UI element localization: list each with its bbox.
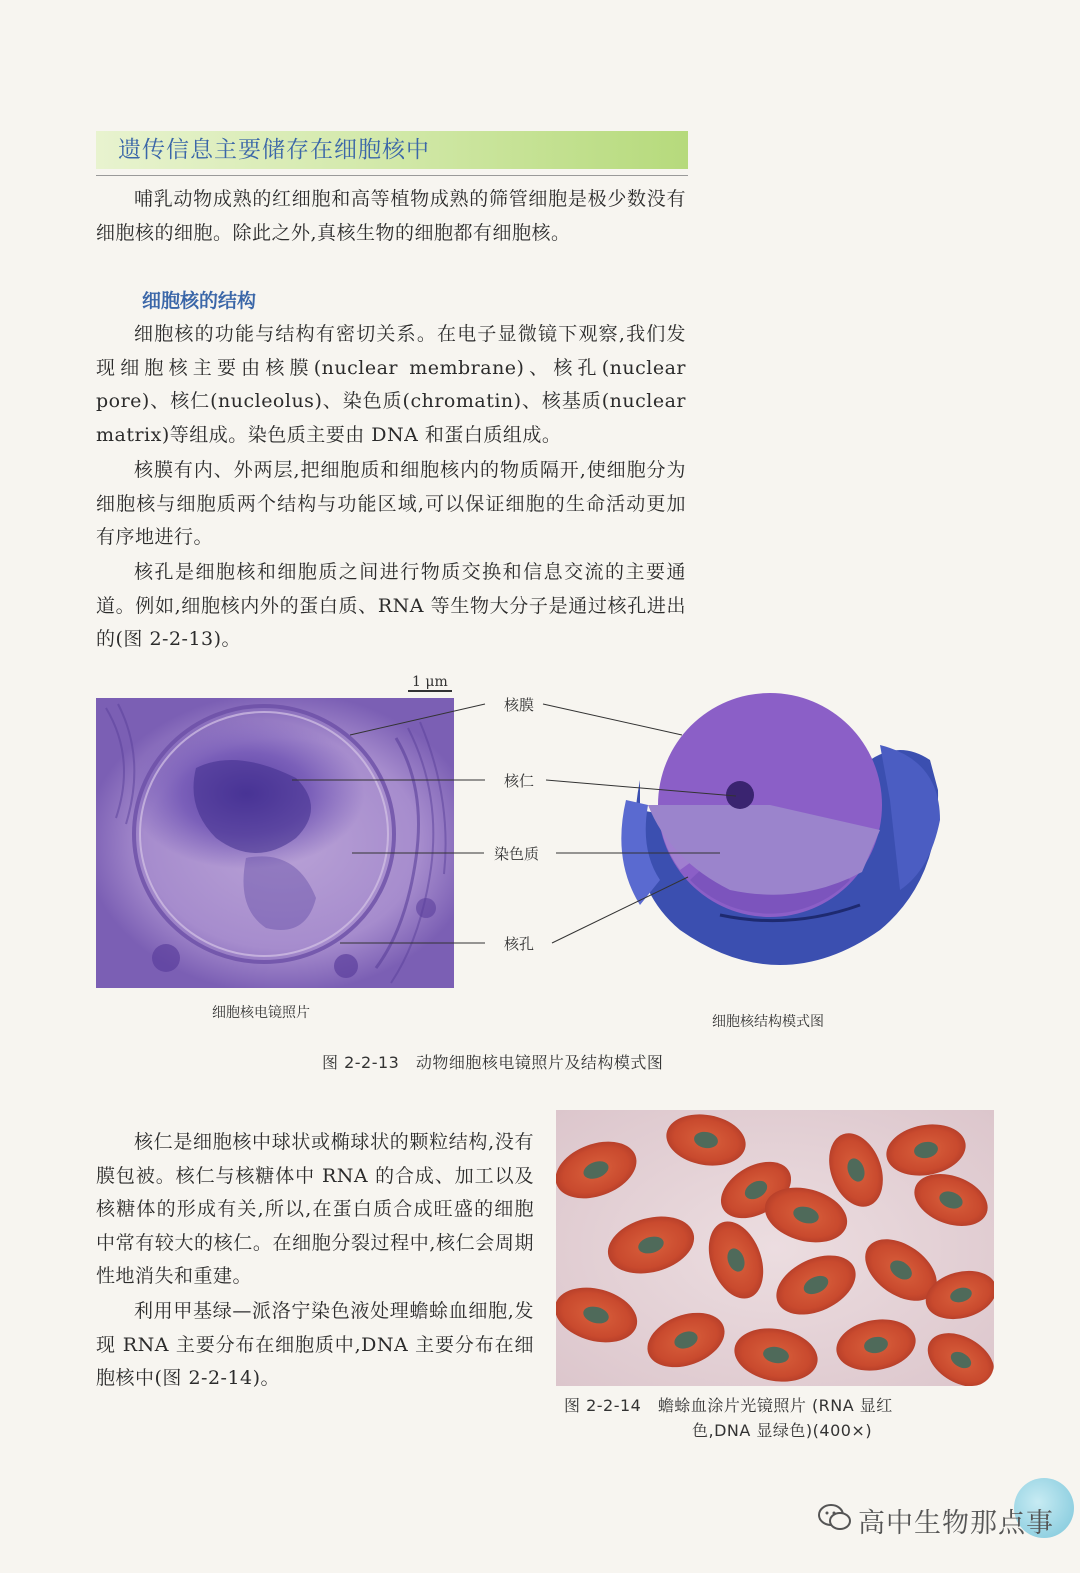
leader-line-membrane-right xyxy=(543,704,682,735)
paragraph-1: 哺乳动物成熟的红细胞和高等植物成熟的筛管细胞是极少数没有细胞核的细胞。除此之外,真核生物的细胞都有细胞核。 xyxy=(96,188,686,244)
label-nucleolus: 核仁 xyxy=(504,772,535,790)
scale-bar-label: 1 μm xyxy=(412,674,448,690)
paragraph-3: 核膜有内、外两层,把细胞质和细胞核内的物质隔开,使细胞分为细胞核与细胞质两个结构与功能区域,可以保证细胞的生命活动更加有序地进行。 xyxy=(96,459,686,549)
figure-13-caption: 图 2-2-13 动物细胞核电镜照片及结构模式图 xyxy=(322,1053,664,1072)
wechat-icon xyxy=(818,1504,852,1532)
paragraph-4: 核孔是细胞核和细胞质之间进行物质交换和信息交流的主要通道。例如,细胞核内外的蛋白质、RNA 等生物大分子是通过核孔进出的(图 2-2-13)。 xyxy=(96,561,686,651)
nucleus-model xyxy=(621,693,940,965)
figure-14-caption-line-2: 色,DNA 显绿色)(400×) xyxy=(692,1421,873,1440)
label-nuclear-membrane: 核膜 xyxy=(504,696,535,714)
paragraph-2: 细胞核的功能与结构有密切关系。在电子显微镜下观察,我们发现细胞核主要由核膜(nuclear membrane)、核孔(nuclear pore)、核仁(nucleolus)、染色质(chromatin)、核基质(nuclear matrix)等组成。染色质主要由 DNA 和蛋白质组成。 xyxy=(96,323,686,446)
subheading-nucleus-structure: 细胞核的结构 xyxy=(142,290,257,312)
figure-14-caption-line-1: 图 2-2-14 蟾蜍血涂片光镜照片 (RNA 显红 xyxy=(564,1396,893,1415)
label-chromatin: 染色质 xyxy=(494,845,540,863)
label-nuclear-pore: 核孔 xyxy=(504,935,535,953)
watermark-account-name: 高中生物那点事 xyxy=(858,1508,1054,1539)
micrograph-caption: 细胞核电镜照片 xyxy=(212,1005,310,1021)
paragraph-6: 利用甲基绿—派洛宁染色液处理蟾蜍血细胞,发现 RNA 主要分布在细胞质中,DNA 主要分布在细胞核中(图 2-2-14)。 xyxy=(96,1300,534,1390)
blood-cells xyxy=(556,1110,994,1386)
section-title: 遗传信息主要储存在细胞核中 xyxy=(118,137,430,163)
model-caption: 细胞核结构模式图 xyxy=(712,1014,824,1030)
leader-line-membrane-left xyxy=(350,704,485,735)
paragraph-5: 核仁是细胞核中球状或椭球状的颗粒结构,没有膜包被。核仁与核糖体中 RNA 的合成、加工以及核糖体的形成有关,所以,在蛋白质合成旺盛的细胞中常有较大的核仁。在细胞分裂过程中,核仁会周期性地消失和重建。 xyxy=(96,1131,534,1288)
red-blood-cells xyxy=(556,1110,994,1386)
toad-blood-smear-photo xyxy=(556,1110,994,1386)
